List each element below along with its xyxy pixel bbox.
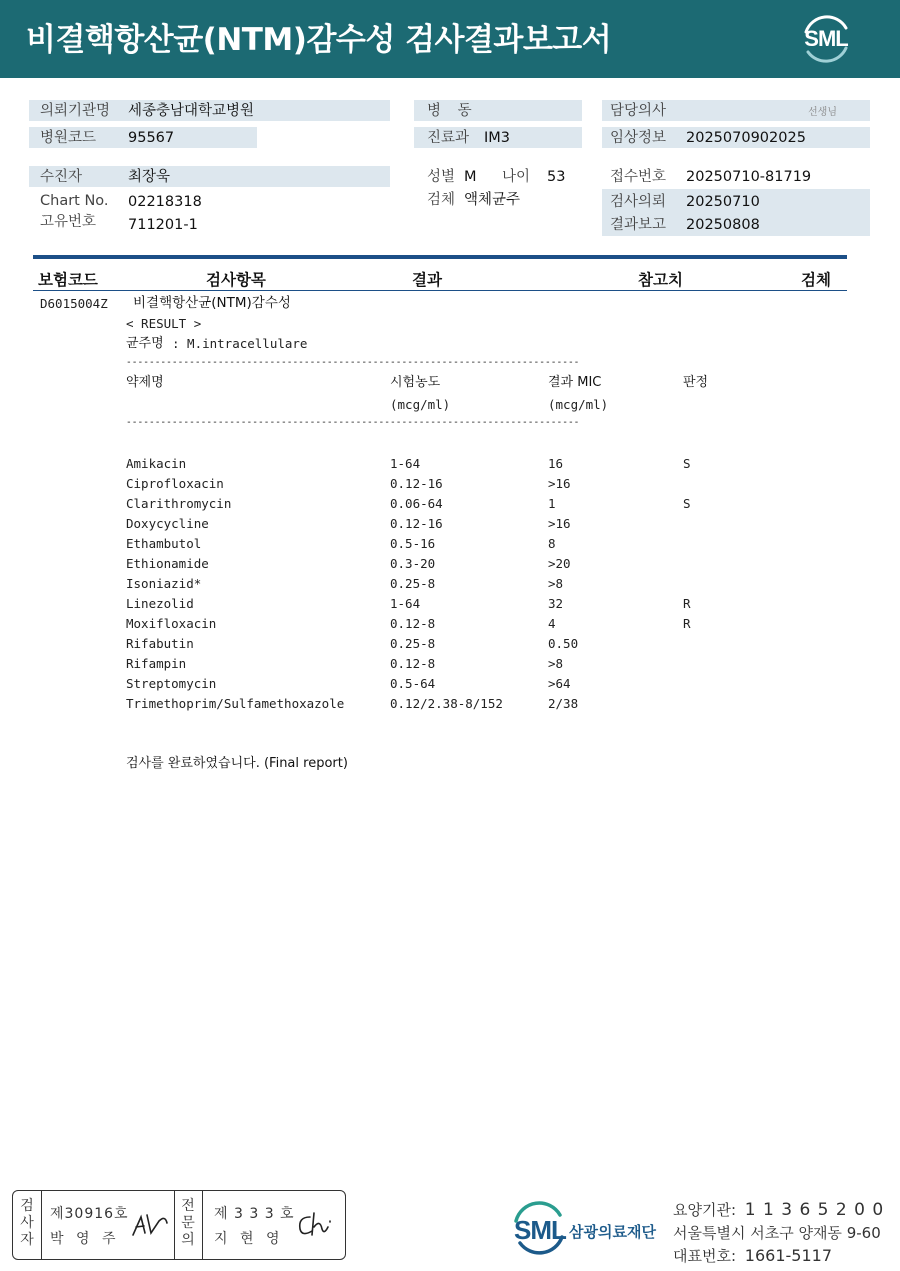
mic-unit: (mcg/ml) [548, 397, 609, 412]
drug-header: 약제명 [126, 375, 164, 390]
footer-org-name: 삼광의료재단 [569, 1223, 656, 1241]
col-code: 보험코드 [38, 271, 98, 289]
age-label: 나이 [502, 169, 531, 185]
drug-mic-cell: 8 [548, 536, 556, 551]
drug-mic-cell: 1 [548, 496, 556, 511]
clinical-value: 2025070902025 [686, 130, 806, 146]
specialist-label: 전 문 의 [181, 1198, 195, 1248]
specialist-label-cell [174, 1191, 203, 1259]
footer-address: 서울특별시 서초구 양재동 9-60 [673, 1224, 881, 1242]
drug-name-cell: Moxifloxacin [126, 616, 217, 631]
dash-line-bottom: ------------------------------------------------------------------------------- [126, 417, 580, 428]
institution-label: 의뢰기관명 [40, 103, 111, 119]
drug-range-cell: 1-64 [390, 456, 421, 471]
footer-code-label: 요양기관: [673, 1201, 737, 1219]
drug-mic-cell: 32 [548, 596, 564, 611]
request-value: 20250710 [686, 194, 760, 210]
drug-name-cell: Ethambutol [126, 536, 202, 551]
drug-name-cell: Amikacin [126, 456, 187, 471]
col-reference: 참고치 [638, 271, 683, 289]
specimen-label: 검체 [427, 192, 456, 208]
drug-name-cell: Isoniazid* [126, 576, 202, 591]
drug-interp-cell: S [683, 456, 691, 471]
sex-label: 성별 [427, 169, 456, 185]
doctor-label: 담당의사 [610, 103, 667, 119]
interp-header: 판정 [683, 375, 709, 390]
drug-mic-cell: 2/38 [548, 696, 579, 711]
sex-value: M [464, 169, 477, 185]
drug-name-cell: Rifampin [126, 656, 187, 671]
drug-range-cell: 0.3-20 [390, 556, 436, 571]
report-label: 결과보고 [610, 217, 667, 233]
report-value: 20250808 [686, 217, 760, 233]
footer-phone-line [673, 1245, 832, 1266]
patient-bar [29, 166, 390, 187]
mic-header: 결과 MIC [548, 375, 602, 390]
drug-range-cell: 0.5-16 [390, 536, 436, 551]
signature-box [12, 1190, 346, 1260]
specimen-value: 액체균주 [464, 192, 521, 208]
organism-label: 균주명 [126, 336, 164, 351]
drug-range-cell: 0.06-64 [390, 496, 443, 511]
doctor-suffix: 선생님 [808, 107, 837, 118]
institution-value: 세종충남대학교병원 [128, 103, 255, 119]
drug-mic-cell: >8 [548, 576, 564, 591]
drug-name-cell: Linezolid [126, 596, 194, 611]
dept-label: 진료과 [427, 130, 470, 146]
drug-range-cell: 0.12-8 [390, 656, 436, 671]
hospital-code-value: 95567 [128, 130, 175, 146]
drug-name-cell: Ciprofloxacin [126, 476, 224, 491]
report-header [0, 0, 900, 78]
final-report-note: 검사를 완료하였습니다. (Final report) [126, 756, 348, 771]
request-label: 검사의뢰 [610, 194, 667, 210]
drug-name-cell: Trimethoprim/Sulfamethoxazole [126, 696, 345, 711]
test-code: D6015004Z [40, 296, 108, 311]
age-value: 53 [547, 169, 566, 185]
drug-interp-cell: R [683, 616, 691, 631]
clinical-label: 임상정보 [610, 130, 667, 146]
sml-logo-text: SML [804, 26, 848, 51]
drug-mic-cell: >20 [548, 556, 571, 571]
dash-line-top: ------------------------------------------------------------------------------- [126, 357, 580, 368]
col-result: 결과 [412, 271, 442, 289]
drug-range-cell: 0.12-16 [390, 476, 443, 491]
col-item: 검사항목 [206, 271, 266, 289]
drug-range-cell: 1-64 [390, 596, 421, 611]
specialist-signature-icon [294, 1207, 338, 1241]
drug-mic-cell: 16 [548, 456, 564, 471]
drug-mic-cell: >16 [548, 476, 571, 491]
drug-range-cell: 0.12-8 [390, 616, 436, 631]
specialist-number: 제 3 3 3 호 [214, 1206, 295, 1222]
drug-interp-cell: R [683, 596, 691, 611]
result-tag: < RESULT > [126, 316, 202, 331]
range-unit: (mcg/ml) [390, 397, 451, 412]
drug-range-cell: 0.12/2.38-8/152 [390, 696, 503, 711]
organism-value: : M.intracellulare [172, 336, 308, 351]
tester-label: 검 사 자 [20, 1198, 34, 1248]
drug-name-cell: Ethionamide [126, 556, 209, 571]
patient-label: 수진자 [40, 169, 83, 185]
drug-name-cell: Doxycycline [126, 516, 209, 531]
dept-value: IM3 [484, 130, 511, 146]
drug-mic-cell: 4 [548, 616, 556, 631]
tester-label-cell [13, 1191, 42, 1259]
uid-label: 고유번호 [40, 214, 97, 230]
header-rule-thick [33, 255, 847, 259]
footer-code-line [673, 1199, 884, 1220]
drug-mic-cell: 0.50 [548, 636, 579, 651]
drug-range-cell: 0.5-64 [390, 676, 436, 691]
drug-mic-cell: >64 [548, 676, 571, 691]
specialist-name: 지 현 영 [214, 1231, 284, 1247]
header-rule-thin [33, 290, 847, 291]
col-specimen: 검체 [801, 271, 831, 289]
uid-value: 711201-1 [128, 217, 198, 233]
drug-mic-cell: >16 [548, 516, 571, 531]
test-name: 비결핵항산균(NTM)감수성 [133, 295, 291, 311]
chart-label: Chart No. [40, 193, 109, 209]
sml-footer-logo-text: SML [514, 1215, 566, 1245]
drug-mic-cell: >8 [548, 656, 564, 671]
range-header: 시험농도 [390, 375, 441, 390]
footer-phone-value: 1661-5117 [744, 1246, 833, 1265]
tester-name: 박 영 주 [50, 1231, 120, 1247]
specialist-cell [202, 1191, 345, 1259]
chart-value: 02218318 [128, 194, 202, 210]
receipt-label: 접수번호 [610, 169, 667, 185]
ward-label: 병 동 [427, 103, 478, 119]
hospital-code-label: 병원코드 [40, 130, 97, 146]
drug-name-cell: Rifabutin [126, 636, 194, 651]
drug-range-cell: 0.25-8 [390, 636, 436, 651]
footer-phone-label: 대표번호: [673, 1247, 737, 1265]
patient-value: 최장욱 [128, 169, 171, 185]
drug-name-cell: Streptomycin [126, 676, 217, 691]
drug-range-cell: 0.25-8 [390, 576, 436, 591]
report-title: 비결핵항산균(NTM)감수성 검사결과보고서 [26, 22, 612, 58]
tester-number: 제30916호 [50, 1206, 129, 1222]
drug-range-cell: 0.12-16 [390, 516, 443, 531]
tester-cell [41, 1191, 175, 1259]
drug-name-cell: Clarithromycin [126, 496, 232, 511]
footer-code-value: 1 1 3 6 5 2 0 0 [744, 1200, 885, 1220]
tester-signature-icon [129, 1207, 171, 1241]
drug-interp-cell: S [683, 496, 691, 511]
receipt-value: 20250710-81719 [686, 169, 812, 185]
sml-logo [798, 12, 854, 66]
